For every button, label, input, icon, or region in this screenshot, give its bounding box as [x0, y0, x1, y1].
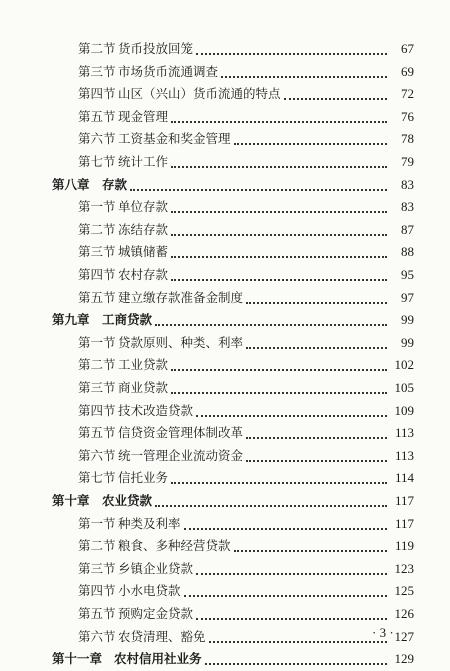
toc-entry-page: 113 [394, 425, 414, 441]
toc-section-row [0, 240, 450, 264]
toc-entry-label: 第五节 [78, 108, 116, 124]
toc-chapter-row [0, 308, 450, 332]
toc-section-row [0, 534, 450, 558]
toc-entry-page: 69 [401, 63, 414, 79]
dot-leader [155, 504, 387, 507]
toc-entry-title: 货币投放回笼 [118, 41, 194, 56]
toc-entry-label: 第八章 [52, 176, 90, 192]
dot-leader [184, 594, 387, 597]
dot-leader [171, 278, 387, 281]
toc-entry-label: 第六节 [78, 131, 116, 147]
dot-leader [184, 527, 387, 530]
dot-leader [234, 549, 387, 552]
toc-entry-label: 第二节 [78, 538, 116, 554]
dot-leader [171, 391, 387, 394]
toc-section-row [0, 195, 450, 219]
toc-section-row [0, 105, 450, 129]
toc-entry-label: 第四节 [78, 402, 116, 418]
dot-leader [171, 233, 387, 236]
dot-leader [171, 368, 387, 371]
toc-entry-page: 113 [394, 447, 414, 463]
toc-section-row [0, 512, 450, 536]
dot-leader [205, 662, 387, 665]
page-number-footer: · 3 · [372, 625, 394, 640]
toc-entry-label: 第四节 [78, 583, 116, 599]
toc-entry-label: 第三节 [78, 560, 116, 576]
dot-leader [171, 481, 387, 484]
toc-entry-page: 79 [401, 154, 414, 169]
toc-entry-title: 存款 [102, 176, 128, 192]
toc-entry-title: 农村信用社业务 [114, 651, 202, 667]
toc-entry-title: 信贷资金管理体制改革 [118, 425, 244, 441]
toc-section-row [0, 466, 450, 490]
toc-entry-label: 第二节 [78, 221, 116, 237]
toc-section-row [0, 37, 450, 61]
toc-entry-title: 种类及利率 [118, 515, 181, 531]
toc-section-row [0, 376, 450, 400]
toc-section-row [0, 331, 450, 355]
toc-entry-title: 现金管理 [118, 108, 169, 124]
dot-leader [246, 301, 387, 304]
toc-entry-page: 72 [401, 86, 414, 102]
toc-entry-title: 农村存款 [118, 267, 169, 282]
toc-entry-title: 预购定金贷款 [118, 606, 194, 621]
toc-entry-label: 第四节 [78, 86, 116, 102]
toc-section-row [0, 444, 450, 468]
dot-leader [171, 210, 387, 213]
toc-entry-title: 城镇储蓄 [118, 244, 169, 260]
toc-entry-label: 第一节 [78, 515, 116, 531]
toc-entry-title: 工资基金和奖金管理 [118, 131, 231, 147]
toc-entry-label: 第二节 [78, 357, 116, 373]
dot-leader [196, 572, 387, 575]
toc-chapter-row [0, 489, 450, 513]
toc-section-row [0, 399, 450, 423]
toc-entry-page: 105 [394, 380, 414, 395]
toc-entry-page: 95 [401, 267, 414, 282]
toc-section-row [0, 263, 450, 287]
toc-entry-label: 第七节 [78, 470, 116, 486]
toc-entry-label: 第三节 [78, 63, 116, 79]
toc-entry-page: 125 [394, 583, 414, 599]
toc-entry-title: 信托业务 [118, 470, 169, 486]
toc-entry-page: 129 [394, 651, 414, 667]
toc-section-row [0, 60, 450, 84]
dot-leader [246, 459, 387, 462]
toc-entry-title: 单位存款 [118, 199, 169, 215]
toc-entry-label: 第三节 [78, 244, 116, 260]
toc-entry-label: 第二节 [78, 41, 116, 56]
toc-entry-page: 67 [401, 41, 414, 56]
dot-leader [246, 346, 387, 349]
toc-section-row [0, 286, 450, 310]
toc-section-row [0, 421, 450, 445]
toc-entry-title: 统一管理企业流动资金 [118, 447, 244, 463]
dot-leader [196, 52, 387, 55]
toc-entry-page: 127 [394, 628, 414, 644]
toc-entry-title: 市场货币流通调查 [118, 63, 219, 79]
toc-entry-label: 第六节 [78, 628, 116, 644]
toc-entry-page: 83 [401, 176, 414, 192]
toc-section-row [0, 150, 450, 174]
toc-entry-title: 农业贷款 [102, 493, 153, 508]
toc-entry-title: 建立缴存款准备金制度 [118, 289, 244, 305]
toc-entry-page: 99 [401, 334, 414, 350]
toc-entry-page: 97 [401, 289, 414, 305]
toc-entry-title: 乡镇企业贷款 [118, 560, 194, 576]
dot-leader [196, 414, 387, 417]
toc-entry-title: 工业贷款 [118, 357, 169, 373]
toc-entry-page: 83 [401, 199, 414, 215]
toc-entry-label: 第五节 [78, 606, 116, 621]
dot-leader [209, 640, 387, 643]
toc-entry-page: 102 [394, 357, 414, 373]
toc-entry-title: 工商贷款 [102, 312, 153, 328]
toc-entry-label: 第一节 [78, 334, 116, 350]
toc-entry-title: 贷款原则、种类、利率 [118, 334, 244, 350]
toc-entry-label: 第六节 [78, 447, 116, 463]
toc-entry-title: 统计工作 [118, 154, 169, 169]
toc-chapter-row [0, 173, 450, 197]
toc-section-row [0, 353, 450, 377]
toc-entry-title: 粮食、多种经营贷款 [118, 538, 231, 554]
toc-entry-title: 商业贷款 [118, 380, 169, 395]
dot-leader [284, 97, 387, 100]
dot-leader [234, 142, 387, 145]
toc-entry-label: 第五节 [78, 425, 116, 441]
toc-entry-label: 第三节 [78, 380, 116, 395]
dot-leader [155, 323, 387, 326]
dot-leader [171, 255, 387, 258]
toc-entry-label: 第四节 [78, 267, 116, 282]
toc-entry-page: 87 [401, 221, 414, 237]
toc-section-row [0, 82, 450, 106]
toc-section-row [0, 602, 450, 626]
toc-entry-page: 78 [401, 131, 414, 147]
toc-entry-title: 技术改造贷款 [118, 402, 194, 418]
toc-entry-page: 99 [401, 312, 414, 328]
toc-entry-title: 冻结存款 [118, 221, 169, 237]
toc-entry-label: 第一节 [78, 199, 116, 215]
toc-chapter-row [0, 647, 450, 671]
toc-section-row [0, 218, 450, 242]
toc-entry-page: 126 [394, 606, 414, 621]
toc-entry-page: 76 [401, 108, 414, 124]
toc-entry-label: 第十章 [52, 493, 90, 508]
toc-entry-page: 114 [394, 470, 414, 486]
dot-leader [221, 75, 387, 78]
toc-entry-label: 第十一章 [52, 651, 103, 667]
toc-entry-title: 农贷清理、豁免 [118, 628, 206, 644]
dot-leader [246, 436, 387, 439]
toc-entry-page: 88 [401, 244, 414, 260]
dot-leader [130, 188, 387, 191]
toc-entry-page: 119 [394, 538, 414, 554]
toc-entry-page: 109 [394, 402, 414, 418]
toc-entry-title: 山区（兴山）货币流通的特点 [118, 86, 281, 102]
toc-entry-label: 第七节 [78, 154, 116, 169]
toc-entry-label: 第九章 [52, 312, 90, 328]
toc-section-row [0, 127, 450, 151]
toc-entry-page: 117 [394, 515, 414, 531]
toc-section-row [0, 557, 450, 581]
toc-entry-title: 小水电贷款 [118, 583, 181, 599]
dot-leader [171, 120, 387, 123]
dot-leader [171, 165, 387, 168]
toc-entry-page: 117 [394, 493, 414, 508]
toc-entry-label: 第五节 [78, 289, 116, 305]
toc-section-row [0, 579, 450, 603]
dot-leader [196, 617, 387, 620]
toc-entry-page: 123 [394, 560, 414, 576]
